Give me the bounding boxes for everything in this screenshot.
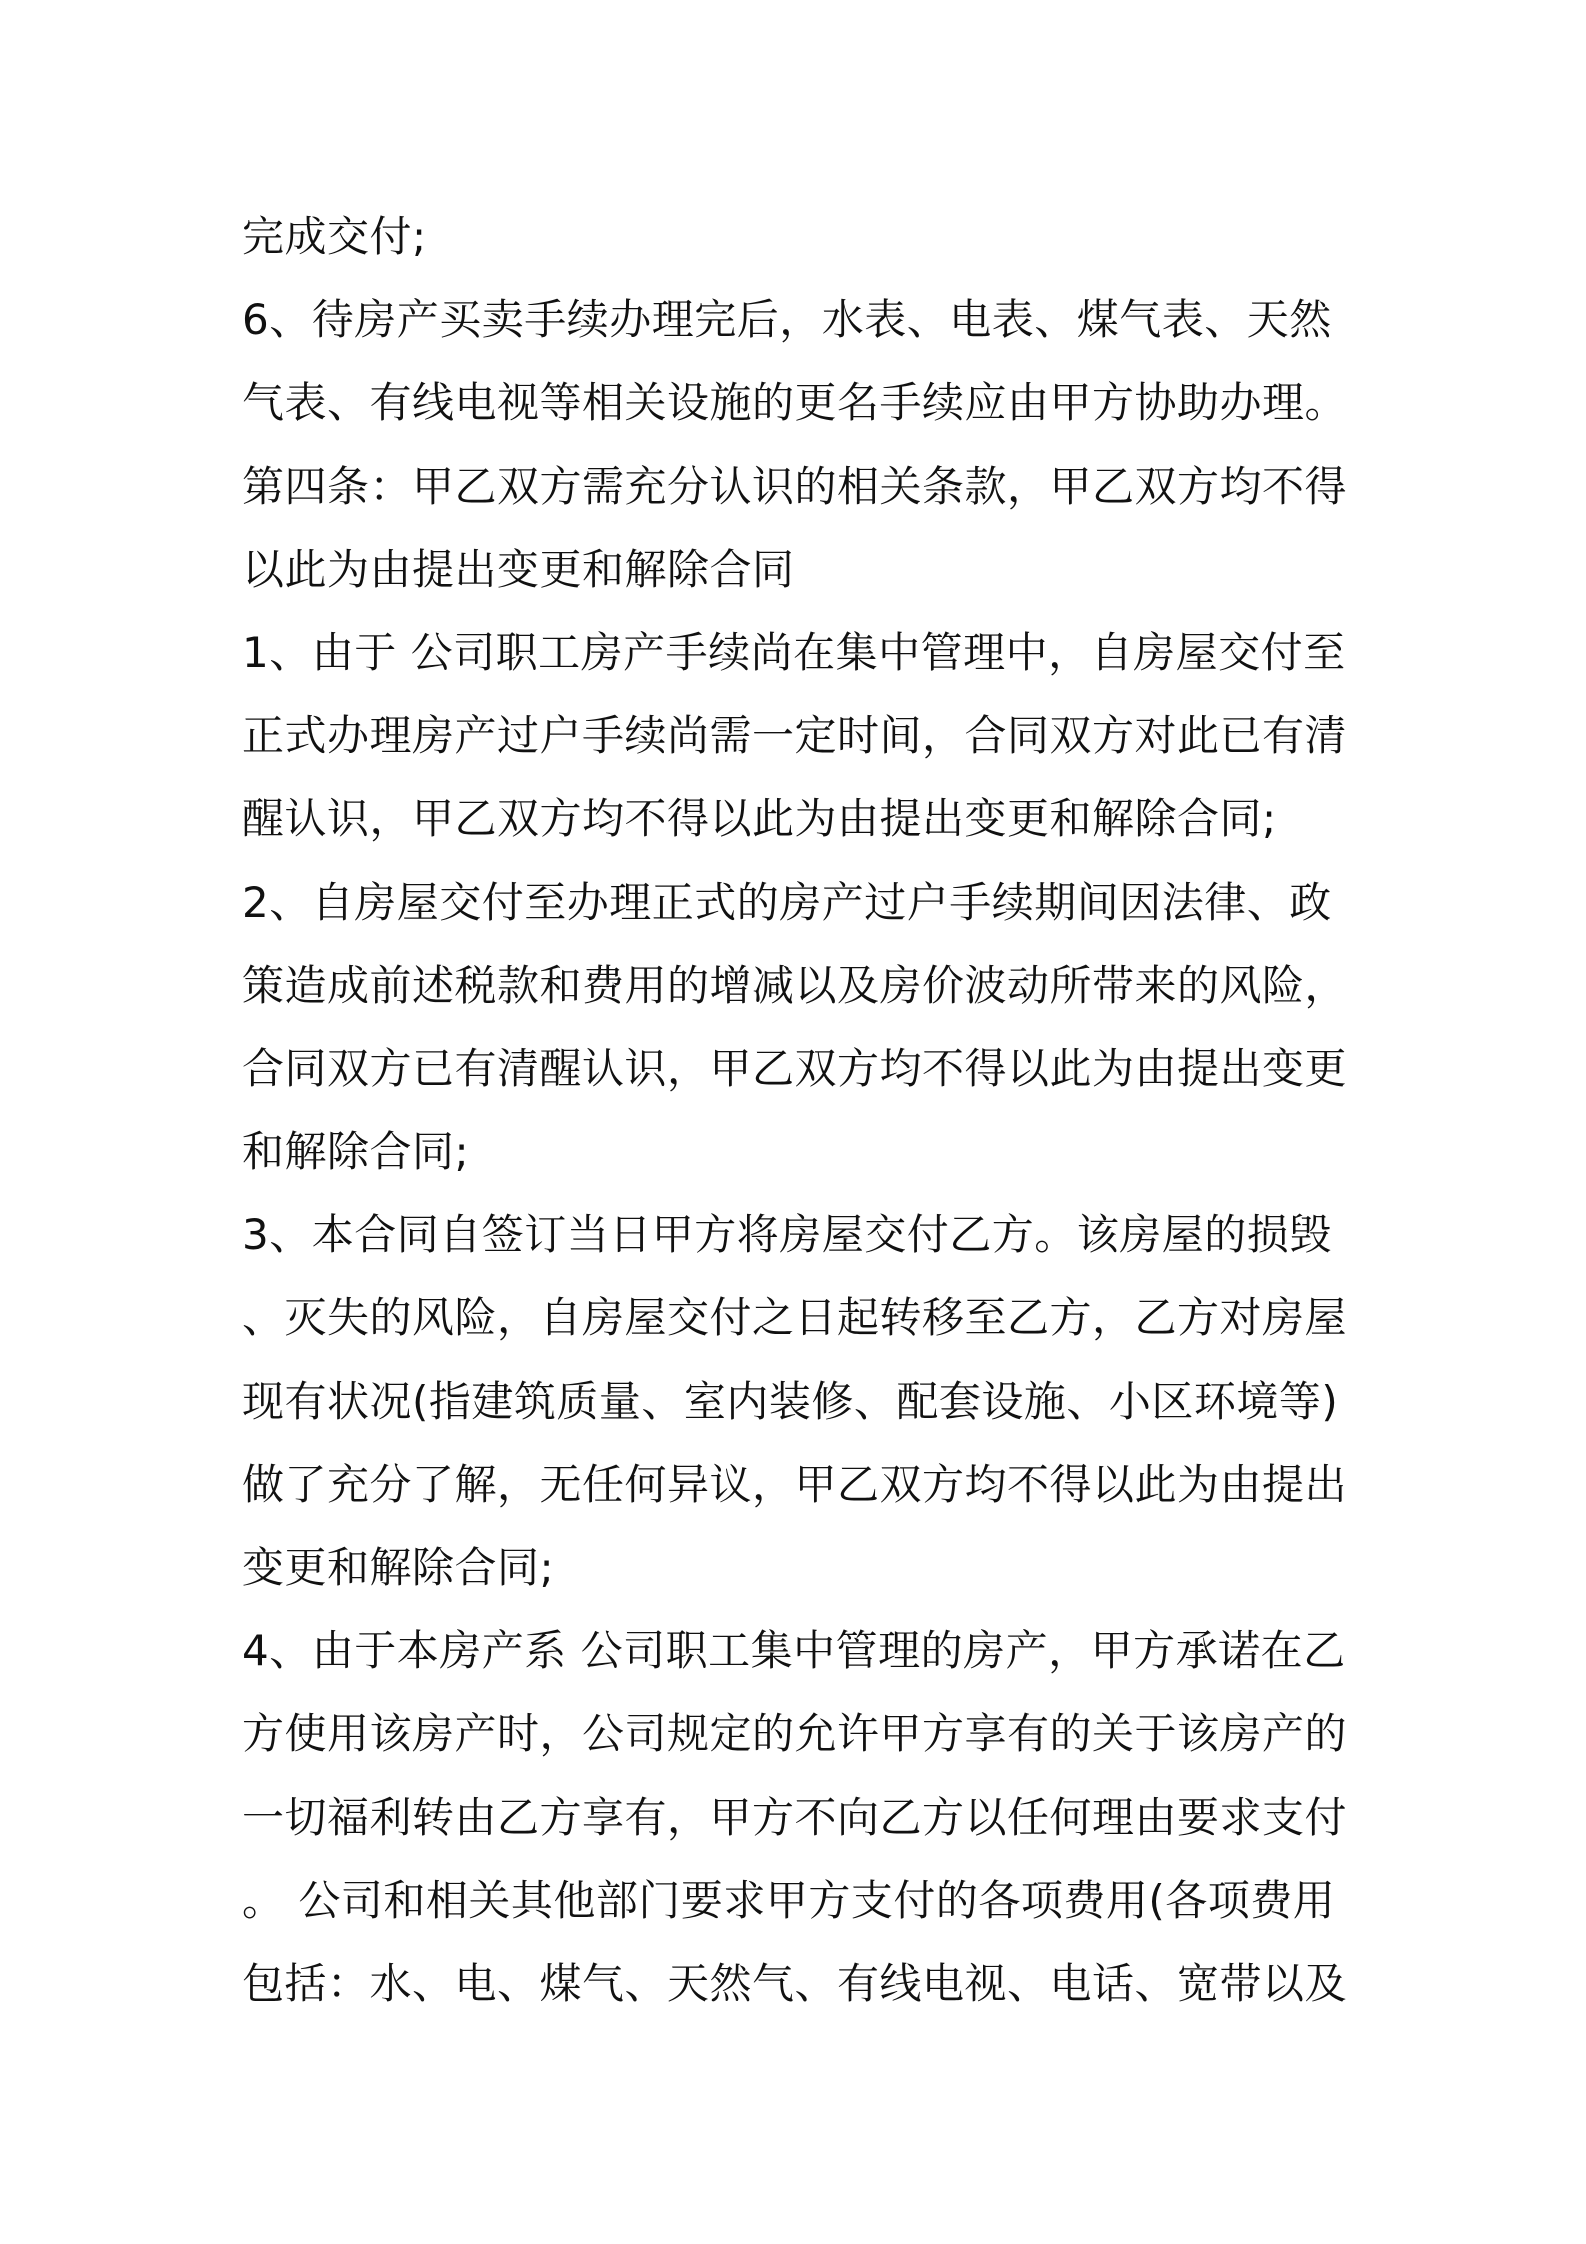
contract-text-body <box>242 195 1362 2025</box>
text-line: 一切福利转由乙方享有，甲方不向乙方以任何理由要求支付 <box>242 1792 1348 1842</box>
text-line: 3、本合同自签订当日甲方将房屋交付乙方。该房屋的损毁 <box>242 1210 1332 1260</box>
text-line: 做了充分了解，无任何异议，甲乙双方均不得以此为由提出 <box>242 1459 1348 1509</box>
text-line: 、灭失的风险，自房屋交付之日起转移至乙方，乙方对房屋 <box>242 1293 1348 1343</box>
section-heading-line: 第四条：甲乙双方需充分认识的相关条款，甲乙双方均不得 <box>242 461 1348 511</box>
text-line: 。 公司和相关其他部门要求甲方支付的各项费用(各项费用 <box>242 1875 1336 1925</box>
text-line: 6、待房产买卖手续办理完后，水表、电表、煤气表、天然 <box>242 295 1332 345</box>
text-line: 1、由于 公司职工房产手续尚在集中管理中，自房屋交付至 <box>242 627 1346 677</box>
text-line: 包括：水、电、煤气、天然气、有线电视、电话、宽带以及 <box>242 1958 1348 2008</box>
text-line: 完成交付; <box>242 212 427 261</box>
text-line: 策造成前述税款和费用的增减以及房价波动所带来的风险， <box>242 960 1348 1010</box>
text-line: 4、由于本房产系 公司职工集中管理的房产，甲方承诺在乙 <box>242 1626 1346 1676</box>
text-line: 2、自房屋交付至办理正式的房产过户手续期间因法律、政 <box>242 877 1332 927</box>
text-line: 现有状况(指建筑质量、室内装修、配套设施、小区环境等) <box>242 1376 1339 1426</box>
text-line: 和解除合同; <box>242 1127 470 1177</box>
text-line: 正式办理房产过户手续尚需一定时间，合同双方对此已有清 <box>242 711 1348 761</box>
text-line: 变更和解除合同; <box>242 1543 555 1592</box>
text-line: 合同双方已有清醒认识，甲乙双方均不得以此为由提出变更 <box>242 1043 1348 1093</box>
text-line: 方使用该房产时，公司规定的允许甲方享有的关于该房产的 <box>242 1709 1348 1759</box>
text-line: 醒认识，甲乙双方均不得以此为由提出变更和解除合同; <box>242 794 1277 844</box>
text-line: 气表、有线电视等相关设施的更名手续应由甲方协助办理。 <box>242 378 1348 428</box>
section-heading-line: 以此为由提出变更和解除合同 <box>242 544 795 594</box>
